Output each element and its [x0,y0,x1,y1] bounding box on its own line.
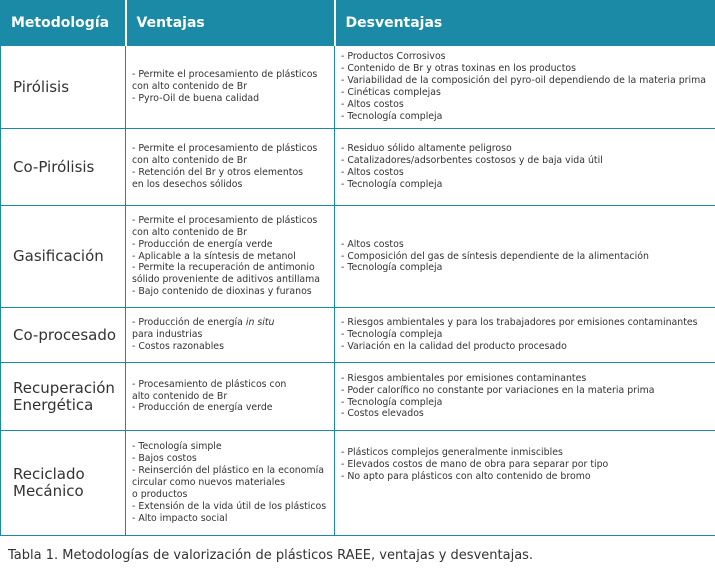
desventajas-cell [335,363,715,431]
list-item: sólido proveniente de aditivos antillama [132,274,321,286]
desventajas-cell [335,206,715,308]
method-name: Reciclado [13,465,85,483]
header-desventajas: Desventajas [335,1,715,46]
list-item: - Permite el procesamiento de plásticos [132,143,318,155]
list-item: - Riesgos ambientales y para los trabajadores por emisiones contaminantes [341,317,698,329]
list-item: - Tecnología compleja [341,178,443,190]
list-item: - Producción de energía verde [132,402,273,414]
list-item: - No apto para plásticos con alto contenido de bromo [341,470,591,482]
method-cell [1,363,126,431]
list-item: - Pyro-Oil de buena calidad [132,92,260,104]
list-item: - Plásticos complejos generalmente inmiscibles [341,447,563,458]
list-item: - Composición del gas de síntesis dependiente de la alimentación [341,250,649,262]
table-row [1,308,715,363]
method-cell [1,46,126,129]
table-header-row [1,1,715,46]
list-item: - Elevados costos de mano de obra para separar por tipo [341,458,609,470]
list-item: con alto contenido de Br [132,226,248,238]
method-name: Co-Pirólisis [13,157,95,176]
method-name: Co-procesado [13,325,117,344]
header-metodologia: Metodología [1,1,126,46]
list-item-text: - Producción de energía [132,317,246,329]
list-item: circular como nuevos materiales [132,477,286,489]
list-item: - Aplicable a la síntesis de metanol [132,250,296,262]
method-name: Mecánico [13,482,84,500]
list-item: - Altos costos [341,238,404,250]
list-item: o productos [132,488,188,500]
list-item: - Permite la recuperación de antimonio [132,262,315,274]
table-row [1,129,715,206]
ventajas-cell [126,431,335,536]
method-name: Energética [13,395,94,414]
ventajas-cell [126,363,335,431]
method-name: Recuperación [13,378,115,397]
list-item: - Tecnología compleja [341,110,443,122]
list-item: - Tecnología compleja [341,329,443,341]
method-name: Gasificación [13,247,104,265]
list-item: - Procesamiento de plásticos con [132,378,287,390]
list-item: - Bajo contenido de dioxinas y furanos [132,286,312,298]
list-item: - Costos elevados [341,408,424,420]
list-item: para industrias [132,329,203,341]
desventajas-cell [335,129,715,206]
method-cell [1,431,126,536]
ventajas-cell [126,129,335,206]
list-item: alto contenido de Br [132,390,228,402]
list-item: - Permite el procesamiento de plásticos [132,214,318,226]
list-item: con alto contenido de Br [132,81,248,93]
list-item: - Costos razonables [132,340,224,352]
desventajas-cell [335,46,715,129]
list-item: - Cinéticas complejas [341,87,441,98]
table-row [1,206,715,308]
desventajas-cell [335,431,715,536]
list-item: con alto contenido de Br [132,155,248,167]
list-item: - Productos Corrosivos [341,51,446,63]
list-item: - Tecnología compleja [341,262,443,274]
list-item: - Producción de energía verde [132,238,273,250]
list-item-italic: in situ [245,317,275,329]
list-item: - Retención del Br y otros elementos [132,167,304,178]
list-item: - Tecnología simple [132,441,222,453]
list-item: - Variación en la calidad del producto procesado [341,340,567,352]
list-item: - Contenido de Br y otras toxinas en los productos [341,63,577,75]
method-cell [1,308,126,363]
list-item: - Alto impacto social [132,512,228,524]
table-row [1,363,715,431]
ventajas-cell [126,206,335,308]
list-item [132,317,334,329]
list-item: - Reinserción del plástico en la economía [132,465,324,477]
method-cell [1,129,126,206]
list-item: - Altos costos [341,167,404,178]
table-row [1,431,715,536]
list-item: - Bajos costos [132,453,197,465]
list-item: - Variabilidad de la composición del pyro-oil dependiendo de la materia prima [341,75,707,87]
list-item: - Permite el procesamiento de plásticos [132,69,318,81]
header-ventajas: Ventajas [126,1,335,46]
method-cell [1,206,126,308]
list-item: - Tecnología compleja [341,396,443,408]
table-caption: Tabla 1. Metodologías de valorización de plásticos RAEE, ventajas y desventajas. [8,548,534,563]
list-item: - Residuo sólido altamente peligroso [341,143,512,155]
table-row [1,46,715,129]
ventajas-cell [126,46,335,129]
method-name: Pirólisis [13,77,70,96]
list-item: - Extensión de la vida útil de los plásticos [132,500,327,512]
desventajas-cell [335,308,715,363]
ventajas-cell [126,308,335,363]
list-item: en los desechos sólidos [132,178,243,190]
list-item: - Catalizadores/adsorbentes costosos y de baja vida útil [341,155,603,167]
list-item: - Poder calorífico no constante por variaciones en la materia prima [341,384,655,396]
list-item: - Altos costos [341,98,404,110]
list-item: - Riesgos ambientales por emisiones contaminantes [341,372,587,384]
